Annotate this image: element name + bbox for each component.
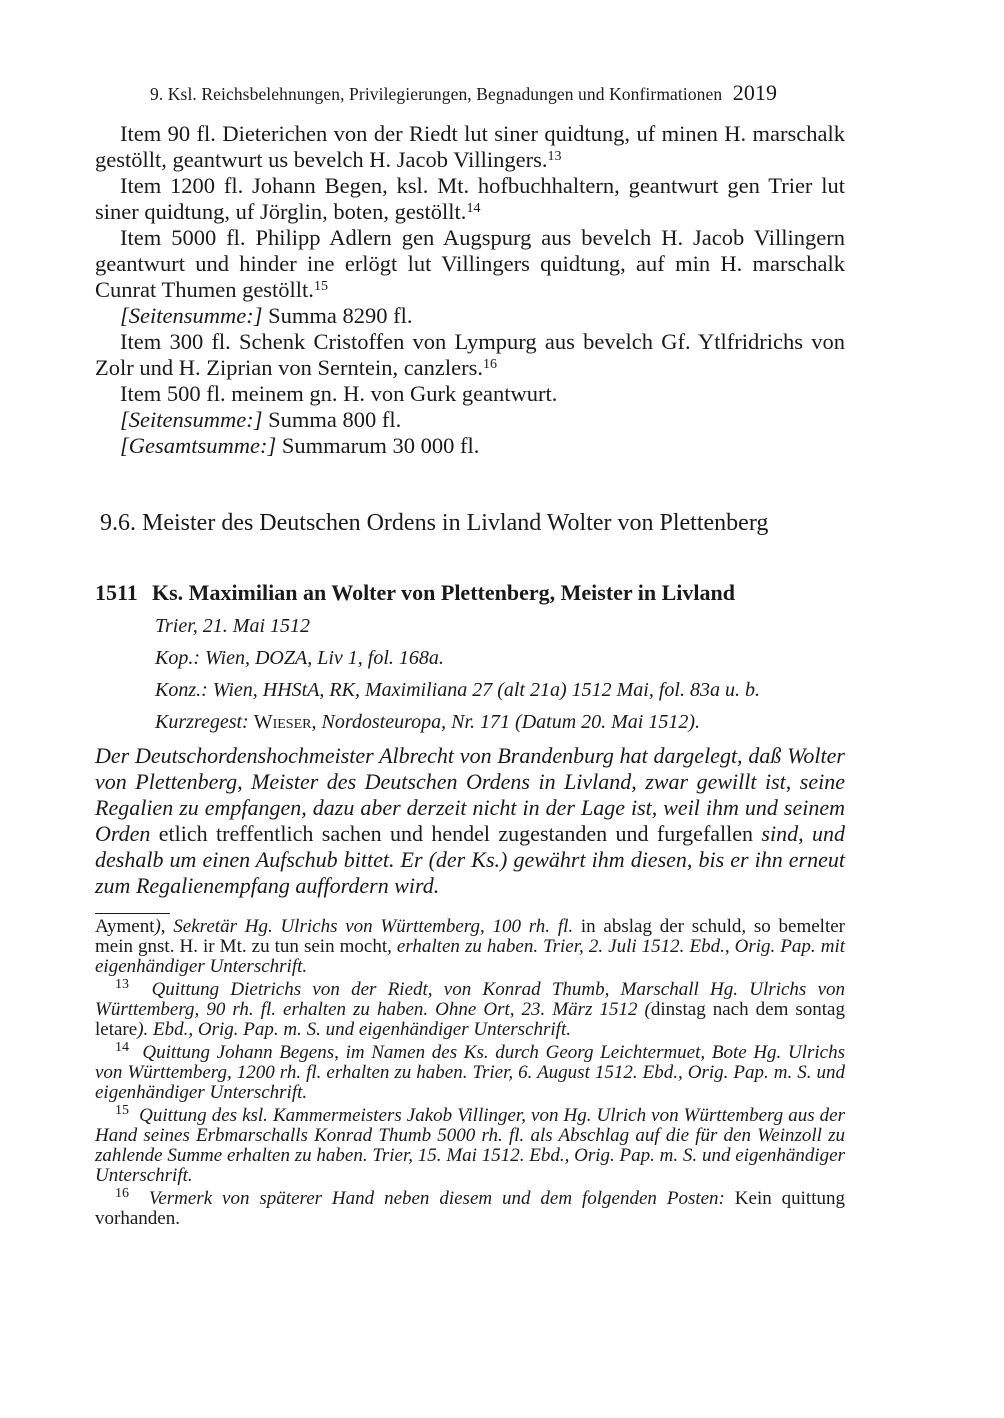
quoted-text: etlich treffentlich sachen und hendel zugestanden und furgefallen <box>150 821 762 846</box>
footnote-ref[interactable]: 15 <box>313 279 328 294</box>
draft-source: Konz.: Wien, HHStA, RK, Maximiliana 27 (alt 21a) 1512 Mai, fol. 83a u. b. <box>155 679 760 701</box>
account-items <box>95 121 845 459</box>
footnote-ref[interactable]: 16 <box>483 357 498 372</box>
footnote-15: $^{15}$ Quittung des ksl. Kammermeisters Jakob Villinger, von Hg. Ulrich von Württemberg aus der Hand seines Erbmarschalls Konrad Thumb 5000 rh. fl. als Abschlag auf die für den Weinzoll zu zahlende Summe erhalten zu haben. Trier, 15. Mai 1512. Ebd., Orig. Pap. m. S. und eigenhändiger Unterschrift. <box>95 1103 845 1186</box>
footnote-number: 13 <box>115 977 129 992</box>
item-entry: Item 1200 fl. Johann Begen, ksl. Mt. hofbuchhaltern, geantwurt gen Trier lut siner quidtung, uf Jörglin, boten, gestöllt.$^{14}$ <box>95 173 845 224</box>
document-heading <box>95 580 845 606</box>
item-entry: Item 5000 fl. Philipp Adlern gen Augspurg aus bevelch H. Jacob Villingern geantwurt und hinder ine erlögt lut Villingers quidtung, auf min H. marschalk Cunrat Thumen gestöllt.$^{15}$ <box>95 225 845 302</box>
footnote-number: 15 <box>115 1103 129 1118</box>
footnote-number: 14 <box>115 1040 129 1055</box>
place-date: Trier, 21. Mai 1512 <box>155 615 311 637</box>
footnote-13: $^{13}$ Quittung Dietrichs von der Riedt, von Konrad Thumb, Marschall Hg. Ulrichs von Württemberg, 90 rh. fl. erhalten zu haben. Ohne Ort, 23. März 1512 (dinstag nach dem sontag letare). Ebd., Orig. Pap. m. S. und eigenhändiger Unterschrift. <box>95 977 846 1040</box>
footnote-continued: Ayment), Sekretär Hg. Ulrichs von Württemberg, 100 rh. fl. in abslag der schuld, so bemelter mein gnst. H. ir Mt. zu tun sein mocht, erhalten zu haben. Trier, 2. Juli 1512. Ebd., Orig. Pap. mit eigenhändiger Unterschrift. <box>95 916 845 977</box>
running-head <box>150 80 845 106</box>
document-summary: Der Deutschordenshochmeister Albrecht von Brandenburg hat dargelegt, daß Wolter von Plettenberg, Meister des Deutschen Ordens in Livland, zwar gewillt ist, seine Regalien zu empfangen, dazu aber derzeit nicht in der Lage ist, weil ihm und seinem Orden etlich treffentlich sachen und hendel zugestanden und furgefallen sind, und deshalb um einen Aufschub bittet. Er (der Ks.) gewährt ihm diesen, bis er ihn erneut zum Regalienempfang auffordern wird. <box>95 743 845 898</box>
section-title: 9.6. Meister des Deutschen Ordens in Livland Wolter von Plettenberg <box>100 510 769 536</box>
item-entry: Item 90 fl. Dieterichen von der Riedt lut siner quidtung, uf minen H. marschalk gestöllt, geantwurt us bevelch H. Jacob Villingers.$^{13}$ <box>95 121 845 172</box>
copy-source: Kop.: Wien, DOZA, Liv 1, fol. 168a. <box>155 647 444 669</box>
footnote-14: $^{14}$ Quittung Johann Begens, im Namen des Ks. durch Georg Leichtermuet, Bote Hg. Ulrichs von Württemberg, 1200 rh. fl. erhalten zu haben. Trier, 6. August 1512. Ebd., Orig. Pap. m. S. und eigenhändiger Unterschrift. <box>95 1040 846 1103</box>
document-number: 1511 <box>95 580 138 605</box>
footnote-number: 16 <box>115 1186 129 1201</box>
total-sum: [Gesamtsumme:] Summarum 30 000 fl. <box>120 433 480 458</box>
footnote-divider <box>95 913 170 914</box>
page-number: 2019 <box>732 80 778 105</box>
document-title: Ks. Maximilian an Wolter von Plettenberg, Meister in Livland <box>152 580 735 605</box>
regest-author: Wieser <box>253 711 312 733</box>
item-entry: Item 500 fl. meinem gn. H. von Gurk geantwurt. <box>120 381 558 406</box>
footnotes <box>95 917 845 1232</box>
running-head-title: 9. Ksl. Reichsbelehnungen, Privilegierungen, Begnadungen und Konfirmationen <box>150 84 723 104</box>
footnote-ref[interactable]: 13 <box>547 149 562 164</box>
footnote-ref[interactable]: 14 <box>466 201 481 216</box>
short-regest: Kurzregest: Wieser, Nordosteuropa, Nr. 171 (Datum 20. Mai 1512). <box>155 711 701 733</box>
page-sum: [Seitensumme:] Summa 800 fl. <box>120 407 402 432</box>
page-sum: [Seitensumme:] Summa 8290 fl. <box>120 303 413 328</box>
footnote-16: $^{16}$ Vermerk von späterer Hand neben diesem und dem folgenden Posten: Kein quittung vorhanden. <box>95 1186 845 1229</box>
item-entry: Item 300 fl. Schenk Cristoffen von Lympurg aus bevelch Gf. Ytlfridrichs von Zolr und H. Ziprian von Serntein, canzlers.$^{16}$ <box>95 329 845 380</box>
